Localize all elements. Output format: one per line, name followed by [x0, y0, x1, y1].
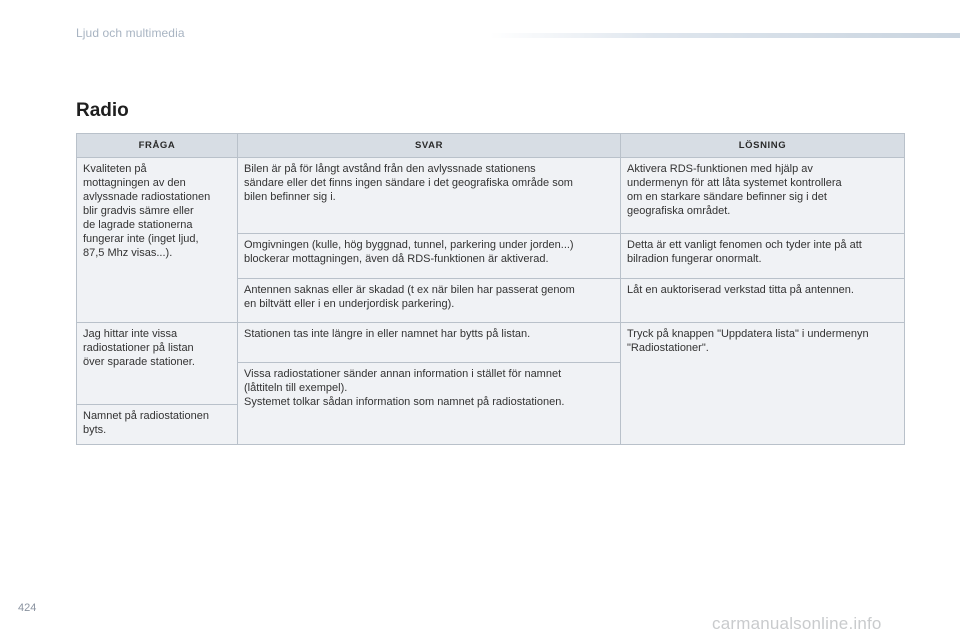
question-text: Jag hittar inte vissa radiostationer på listan över sparade stationer. — [83, 328, 195, 368]
page-number: 424 — [18, 602, 37, 614]
solution-cell — [621, 279, 905, 323]
answer-text: Omgivningen (kulle, hög byggnad, tunnel, parkering under jorden...) blockerar mottagningen, även då RDS-funktionen är aktiverad. — [244, 239, 574, 265]
answer-text: Vissa radiostationer sänder annan information i stället för namnet (låttiteln till exempel). Systemet tolkar sådan information som namnet på radiostationen. — [244, 368, 565, 408]
answer-text: Antennen saknas eller är skadad (t ex när bilen har passerat genom en biltvätt eller i en underjordisk parkering). — [244, 284, 575, 310]
page-title: Radio — [76, 100, 129, 121]
answer-cell — [238, 158, 621, 234]
solution-text: Tryck på knappen "Uppdatera lista" i undermenyn "Radiostationer". — [627, 328, 869, 354]
question-text: Kvaliteten på mottagningen av den avlyssnade radiostationen blir gradvis sämre eller de lagrade stationerna fungerar inte (inget ljud, 87,5 Mhz visas...). — [83, 163, 211, 259]
question-cell — [77, 158, 238, 323]
column-header-question: FRÅGA — [77, 134, 238, 158]
watermark-text: carmanualsonline.info — [712, 614, 882, 633]
answer-cell — [238, 234, 621, 279]
solution-text: Detta är ett vanligt fenomen och tyder inte på att bilradion fungerar onormalt. — [627, 239, 862, 265]
answer-cell — [238, 363, 621, 445]
question-text: Namnet på radiostationen byts. — [83, 410, 209, 436]
troubleshooting-table — [76, 133, 905, 445]
solution-cell — [621, 158, 905, 234]
solution-cell — [621, 234, 905, 279]
question-cell — [77, 323, 238, 405]
answer-cell — [238, 279, 621, 323]
answer-cell — [238, 323, 621, 363]
table-row — [77, 323, 905, 363]
column-header-solution: LÖSNING — [621, 134, 905, 158]
section-header: Ljud och multimedia — [76, 26, 185, 40]
solution-cell — [621, 323, 905, 445]
solution-text: Låt en auktoriserad verkstad titta på antennen. — [627, 284, 854, 296]
table-row — [77, 158, 905, 234]
column-header-answer: SVAR — [238, 134, 621, 158]
table-header-row — [77, 134, 905, 158]
answer-text: Bilen är på för långt avstånd från den avlyssnade stationens sändare eller det finns ingen sändare i det geografiska område som bilen befinner sig i. — [244, 163, 573, 203]
question-cell — [77, 405, 238, 445]
header-divider — [490, 33, 960, 38]
answer-text: Stationen tas inte längre in eller namnet har bytts på listan. — [244, 328, 531, 340]
solution-text: Aktivera RDS-funktionen med hjälp av undermenyn för att låta systemet kontrollera om en starkare sändare befinner sig i det geografiska området. — [627, 163, 842, 217]
